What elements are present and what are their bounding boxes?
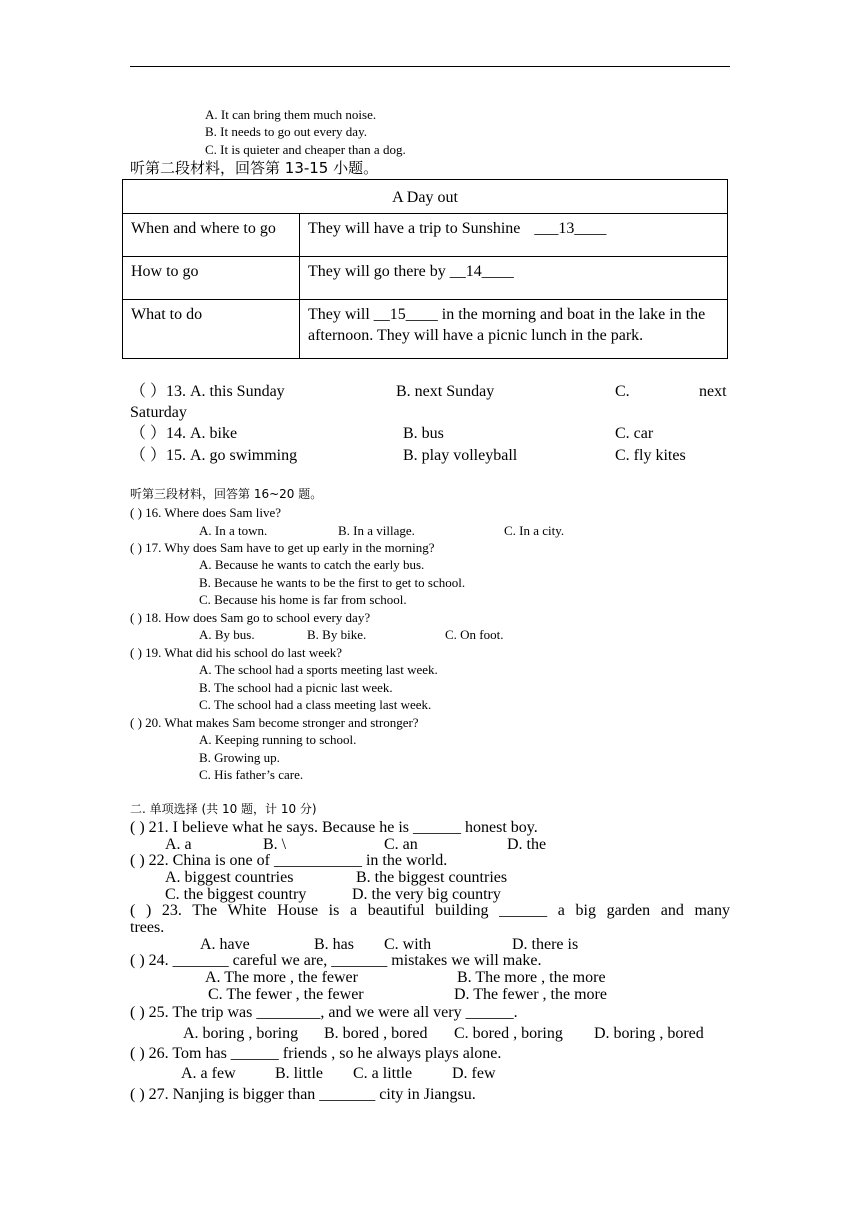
table-row-content: They will go there by __14____: [300, 257, 728, 300]
q18-option-b: B. By bike.: [307, 627, 367, 642]
q20-option-c: C. His father’s care.: [199, 767, 304, 782]
q22-option-d: D. the very big country: [352, 886, 501, 903]
q24-option-b: B. The more , the more: [457, 969, 606, 986]
q23-option-b: B. has: [314, 936, 354, 953]
q21-option-d: D. the: [507, 836, 547, 853]
q14-option-c: C. car: [615, 425, 654, 442]
q14-option-b: B. bus: [403, 425, 444, 442]
q15-option-c: C. fly kites: [615, 447, 686, 464]
q12-option-b: B. It needs to go out every day.: [205, 124, 367, 139]
day-out-table: [122, 179, 728, 359]
blank-15: __15____: [373, 306, 438, 323]
q21-option-b: B. \: [263, 836, 287, 853]
q17-option-a: A. Because he wants to catch the early bus.: [199, 557, 425, 572]
q23-option-d: D. there is: [512, 936, 579, 953]
q19-option-c: C. The school had a class meeting last week.: [199, 697, 432, 712]
q17-option-c: C. Because his home is far from school.: [199, 592, 407, 607]
q17-stem: ( ) 17. Why does Sam have to get up early in the morning?: [130, 540, 435, 555]
q15-stem: （ ）15. A. go swimming: [130, 447, 298, 464]
table-row-label: How to go: [123, 257, 300, 300]
q19-option-a: A. The school had a sports meeting last week.: [199, 662, 438, 677]
q12-option-c: C. It is quieter and cheaper than a dog.: [205, 142, 406, 157]
q16-option-b: B. In a village.: [338, 523, 415, 538]
q18-stem: ( ) 18. How does Sam go to school every day?: [130, 610, 371, 625]
q27-stem: ( ) 27. Nanjing is bigger than _______ city in Jiangsu.: [130, 1086, 476, 1103]
section2-heading: 听第二段材料，回答第 13-15 小题。: [130, 159, 379, 177]
q24-stem: ( ) 24. _______ careful we are, _______ mistakes we will make.: [130, 952, 542, 969]
q26-option-a: A. a few: [181, 1065, 236, 1082]
q20-option-a: A. Keeping running to school.: [199, 732, 357, 747]
q16-stem: ( ) 16. Where does Sam live?: [130, 505, 282, 520]
q23-stem-cont: trees.: [130, 919, 165, 936]
q21-stem: ( ) 21. I believe what he says. Because he is ______ honest boy.: [130, 819, 538, 836]
q25-option-c: C. bored , boring: [454, 1025, 563, 1042]
q26-stem: ( ) 26. Tom has ______ friends , so he always plays alone.: [130, 1045, 502, 1062]
q13-stem: （ ）13. A. this Sunday: [130, 383, 285, 400]
q19-option-b: B. The school had a picnic last week.: [199, 680, 393, 695]
part2-heading: 二. 单项选择 (共 10 题，计 10 分): [130, 802, 317, 816]
q17-option-b: B. Because he wants to be the first to get to school.: [199, 575, 466, 590]
q23-stem: ( ) 23. The White House is a beautiful building ______ a big garden and many: [130, 902, 730, 919]
q23-option-a: A. have: [200, 936, 250, 953]
q18-option-c: C. On foot.: [445, 627, 504, 642]
blank-14: __14____: [449, 263, 514, 280]
q15-option-b: B. play volleyball: [403, 447, 518, 464]
q16-option-a: A. In a town.: [199, 523, 268, 538]
q13-option-c-cont: Saturday: [130, 404, 187, 421]
q26-option-b: B. little: [275, 1065, 323, 1082]
table-title: A Day out: [123, 180, 728, 214]
q20-option-b: B. Growing up.: [199, 750, 280, 765]
q21-option-a: A. a: [165, 836, 192, 853]
q21-option-c: C. an: [384, 836, 418, 853]
q25-option-b: B. bored , bored: [324, 1025, 428, 1042]
q24-option-a: A. The more , the fewer: [205, 969, 358, 986]
section3-heading: 听第三段材料，回答第 16~20 题。: [130, 487, 323, 501]
q14-stem: （ ）14. A. bike: [130, 425, 238, 442]
q22-option-c: C. the biggest country: [165, 886, 307, 903]
q25-option-a: A. boring , boring: [183, 1025, 299, 1042]
q24-option-c: C. The fewer , the fewer: [208, 986, 364, 1003]
header-rule: [130, 66, 730, 67]
table-row-label: When and where to go: [123, 214, 300, 257]
q16-option-c: C. In a city.: [504, 523, 565, 538]
q26-option-c: C. a little: [353, 1065, 413, 1082]
q20-stem: ( ) 20. What makes Sam become stronger and stronger?: [130, 715, 419, 730]
q23-option-c: C. with: [384, 936, 432, 953]
q25-stem: ( ) 25. The trip was ________, and we were all very ______.: [130, 1004, 518, 1021]
q13-option-c-word: next: [699, 383, 727, 400]
q19-stem: ( ) 19. What did his school do last week?: [130, 645, 343, 660]
q22-stem: ( ) 22. China is one of ___________ in the world.: [130, 852, 448, 869]
q25-option-d: D. boring , bored: [594, 1025, 704, 1042]
table-row-content: They will __15____ in the morning and boat in the lake in the afternoon. They will have a picnic lunch in the park.: [300, 300, 728, 359]
q26-option-d: D. few: [452, 1065, 496, 1082]
q22-option-b: B. the biggest countries: [356, 869, 508, 886]
q13-option-b: B. next Sunday: [396, 383, 495, 400]
q18-option-a: A. By bus.: [199, 627, 255, 642]
q24-option-d: D. The fewer , the more: [454, 986, 607, 1003]
table-row-content: They will have a trip to Sunshine ___13____: [300, 214, 728, 257]
blank-13: ___13____: [534, 220, 607, 237]
q22-option-a: A. biggest countries: [165, 869, 294, 886]
table-row-label: What to do: [123, 300, 300, 359]
q13-option-c: C.: [615, 383, 630, 400]
q12-option-a: A. It can bring them much noise.: [205, 107, 377, 122]
